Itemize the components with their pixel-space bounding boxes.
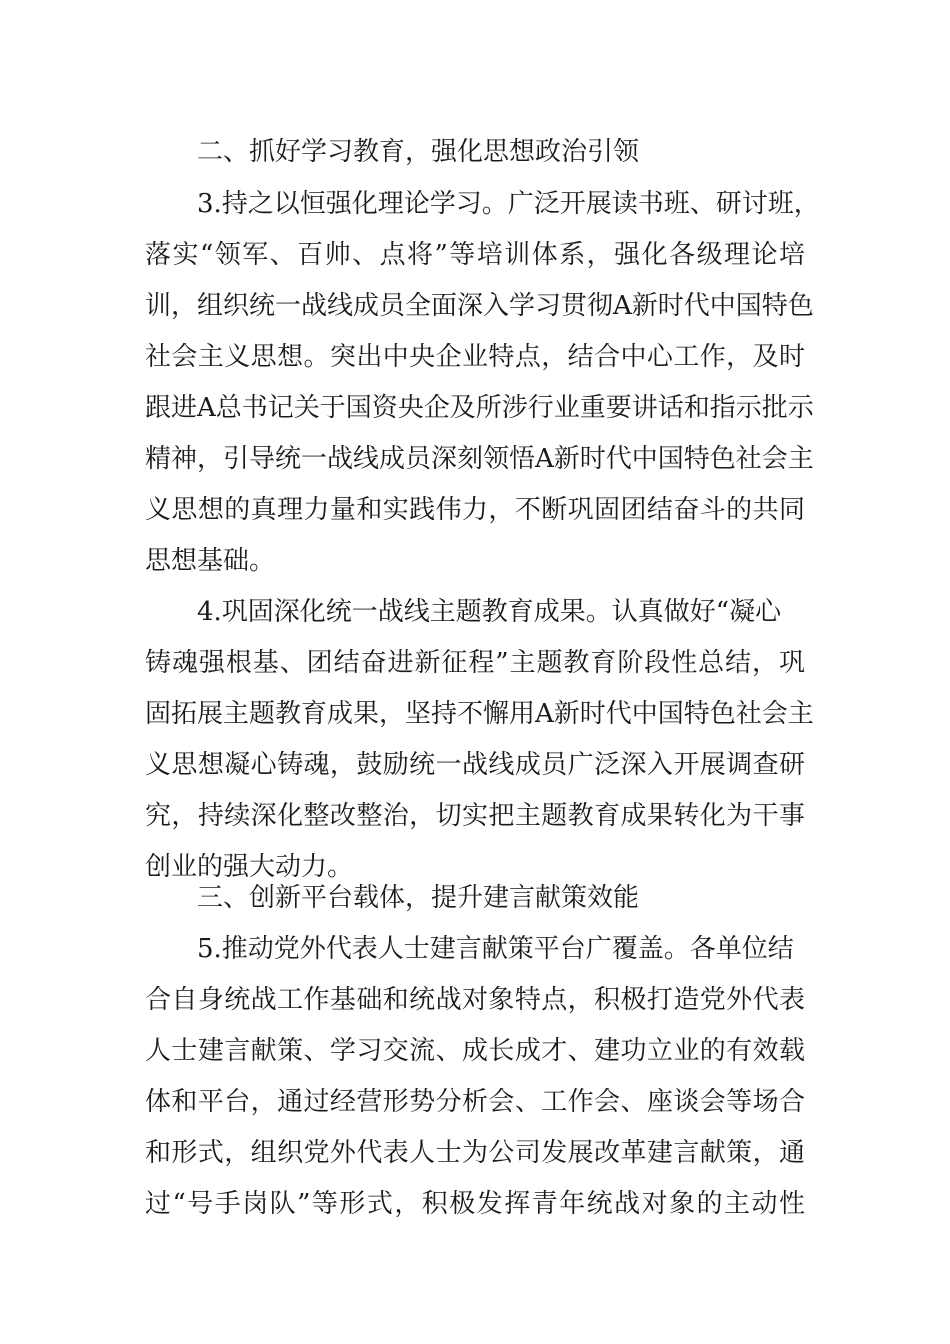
paragraph-3-line-2: 落实“领军、百帅、点将”等培训体系，强化各级理论培 — [145, 240, 805, 270]
paragraph-3-line-4: 社会主义思想。突出中央企业特点，结合中心工作，及时 — [145, 342, 805, 372]
paragraph-5-line-3: 人士建言献策、学习交流、成长成才、建功立业的有效载 — [145, 1036, 805, 1066]
paragraph-3-line-6: 精神，引导统一战线成员深刻领悟A新时代中国特色社会主 — [145, 444, 814, 474]
paragraph-4-line-5: 究，持续深化整改整治，切实把主题教育成果转化为干事 — [145, 801, 805, 831]
section-heading-3: 三、创新平台载体，提升建言献策效能 — [197, 883, 640, 913]
paragraph-4-line-6: 创业的强大动力。 — [145, 852, 354, 882]
paragraph-5-line-5: 和形式，组织党外代表人士为公司发展改革建言献策，通 — [145, 1138, 805, 1168]
paragraph-5-line-2: 合自身统战工作基础和统战对象特点，积极打造党外代表 — [145, 985, 805, 1015]
paragraph-3-line-1: 3.持之以恒强化理论学习。广泛开展读书班、研讨班， — [197, 189, 820, 219]
paragraph-3-line-8: 思想基础。 — [145, 546, 276, 576]
paragraph-3-line-3: 训，组织统一战线成员全面深入学习贯彻A新时代中国特色 — [145, 291, 814, 321]
paragraph-5-line-4: 体和平台，通过经营形势分析会、工作会、座谈会等场合 — [145, 1087, 805, 1117]
paragraph-5-line-6: 过“号手岗队”等形式，积极发挥青年统战对象的主动性 — [145, 1189, 805, 1219]
paragraph-4-line-1: 4.巩固深化统一战线主题教育成果。认真做好“凝心 — [197, 597, 782, 627]
paragraph-4-line-4: 义思想凝心铸魂，鼓励统一战线成员广泛深入开展调查研 — [145, 750, 805, 780]
paragraph-3-line-7: 义思想的真理力量和实践伟力，不断巩固团结奋斗的共同 — [145, 495, 805, 525]
paragraph-4-line-2: 铸魂强根基、团结奋进新征程”主题教育阶段性总结，巩 — [145, 648, 805, 678]
section-heading-2: 二、抓好学习教育，强化思想政治引领 — [197, 137, 640, 167]
paragraph-3-line-5: 跟进A总书记关于国资央企及所涉行业重要讲话和指示批示 — [145, 393, 814, 423]
paragraph-5-line-1: 5.推动党外代表人士建言献策平台广覆盖。各单位结 — [197, 934, 794, 964]
paragraph-4-line-3: 固拓展主题教育成果，坚持不懈用A新时代中国特色社会主 — [145, 699, 814, 729]
